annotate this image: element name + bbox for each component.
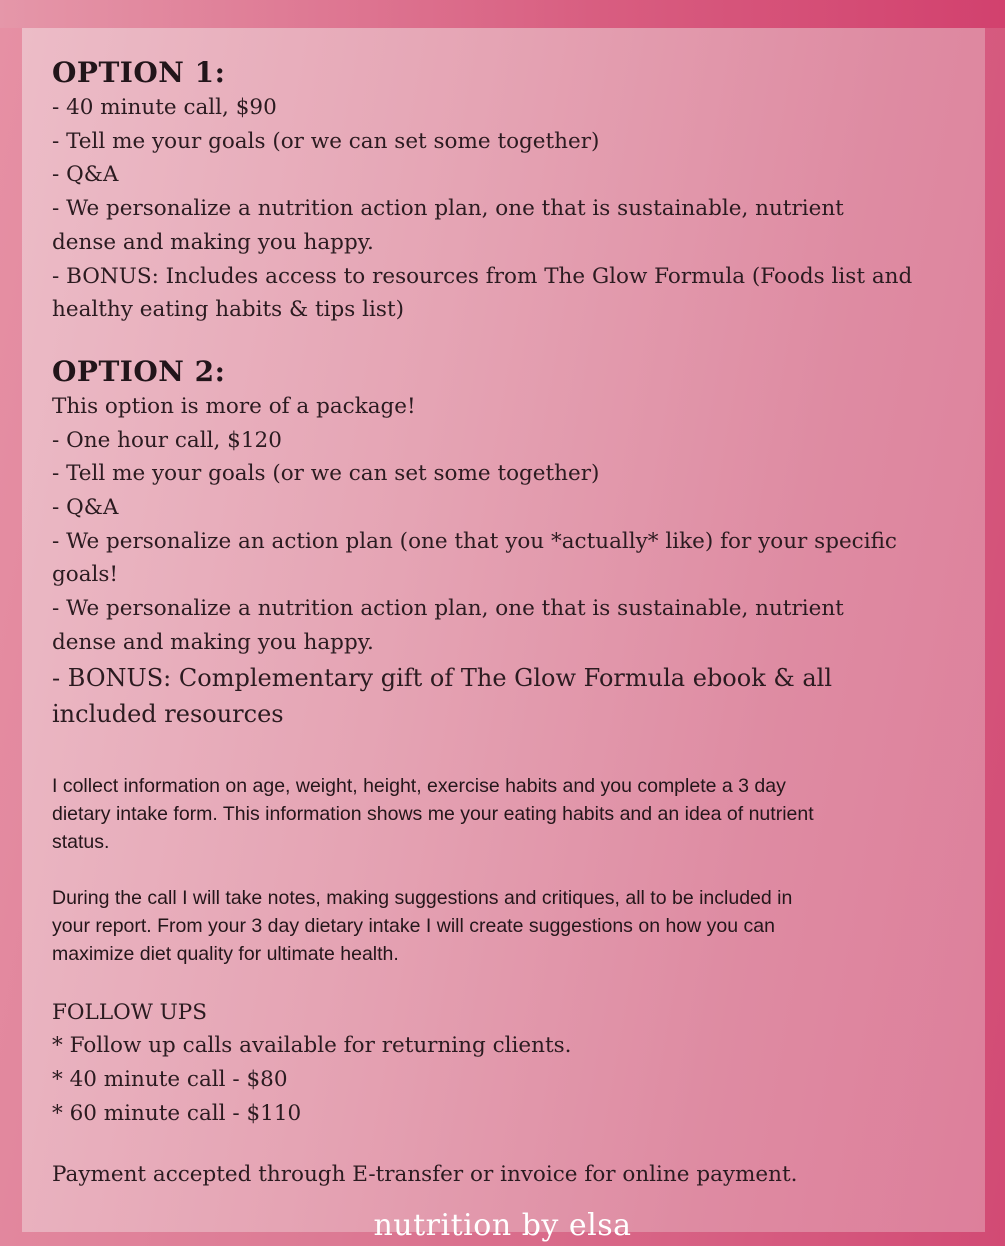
option-1-line: - We personalize a nutrition action plan, one that is sustainable, nutrient bbox=[52, 196, 844, 222]
option-1-line: - Q&A bbox=[52, 162, 119, 188]
info-line: During the call I will take notes, making suggestions and critiques, all to be included in bbox=[52, 886, 793, 909]
option-2-line: - Tell me your goals (or we can set some together) bbox=[52, 461, 600, 487]
option-2-line: - We personalize an action plan (one that you *actually* like) for your specific bbox=[52, 528, 897, 554]
brand-name: nutrition by elsa bbox=[373, 1208, 632, 1243]
option-1-section bbox=[52, 56, 967, 327]
option-2-line: dense and making you happy. bbox=[52, 629, 374, 655]
option-2-section bbox=[52, 355, 967, 732]
content bbox=[52, 56, 967, 1192]
option-2-line: - One hour call, $120 bbox=[52, 427, 282, 453]
spacer bbox=[52, 327, 967, 355]
info-paragraph-1 bbox=[52, 772, 967, 856]
option-2-line: - Q&A bbox=[52, 495, 119, 521]
info-line: your report. From your 3 day dietary intake I will create suggestions on how you can bbox=[52, 914, 775, 937]
option-1-line: - BONUS: Includes access to resources from The Glow Formula (Foods list and bbox=[52, 263, 913, 289]
spacer bbox=[52, 968, 967, 996]
option-1-line: healthy eating habits & tips list) bbox=[52, 297, 404, 323]
option-2-line: goals! bbox=[52, 562, 119, 588]
info-line: maximize diet quality for ultimate health. bbox=[52, 942, 399, 965]
option-2-line: - We personalize a nutrition action plan, one that is sustainable, nutrient bbox=[52, 596, 844, 622]
option-1-line: - 40 minute call, $90 bbox=[52, 95, 277, 120]
frame-top-border bbox=[0, 0, 1005, 28]
follow-ups-section bbox=[52, 996, 967, 1131]
spacer bbox=[52, 732, 967, 772]
option-2-heading: OPTION 2: bbox=[52, 354, 226, 388]
spacer bbox=[52, 856, 967, 884]
payment-note: Payment accepted through E-transfer or invoice for online payment. bbox=[52, 1162, 798, 1188]
option-2-bonus-line: - BONUS: Complementary gift of The Glow Formula ebook & all bbox=[52, 663, 833, 692]
info-line: status. bbox=[52, 830, 110, 853]
option-1-line: dense and making you happy. bbox=[52, 229, 374, 255]
option-1-line: - Tell me your goals (or we can set some together) bbox=[52, 128, 600, 154]
info-line: dietary intake form. This information shows me your eating habits and an idea of nutrient bbox=[52, 802, 814, 825]
content-panel bbox=[22, 28, 985, 1232]
info-line: I collect information on age, weight, height, exercise habits and you complete a 3 day bbox=[52, 774, 786, 797]
option-1-heading: OPTION 1: bbox=[52, 56, 226, 89]
option-2-bonus-line: included resources bbox=[52, 699, 284, 728]
follow-up-line: * Follow up calls available for returning clients. bbox=[52, 1033, 572, 1059]
info-paragraph-2 bbox=[52, 884, 967, 968]
option-2-line: This option is more of a package! bbox=[52, 393, 416, 419]
follow-up-line: * 60 minute call - $110 bbox=[52, 1100, 302, 1126]
follow-ups-heading: FOLLOW UPS bbox=[52, 999, 207, 1025]
follow-up-line: * 40 minute call - $80 bbox=[52, 1066, 288, 1092]
spacer bbox=[52, 1130, 967, 1158]
